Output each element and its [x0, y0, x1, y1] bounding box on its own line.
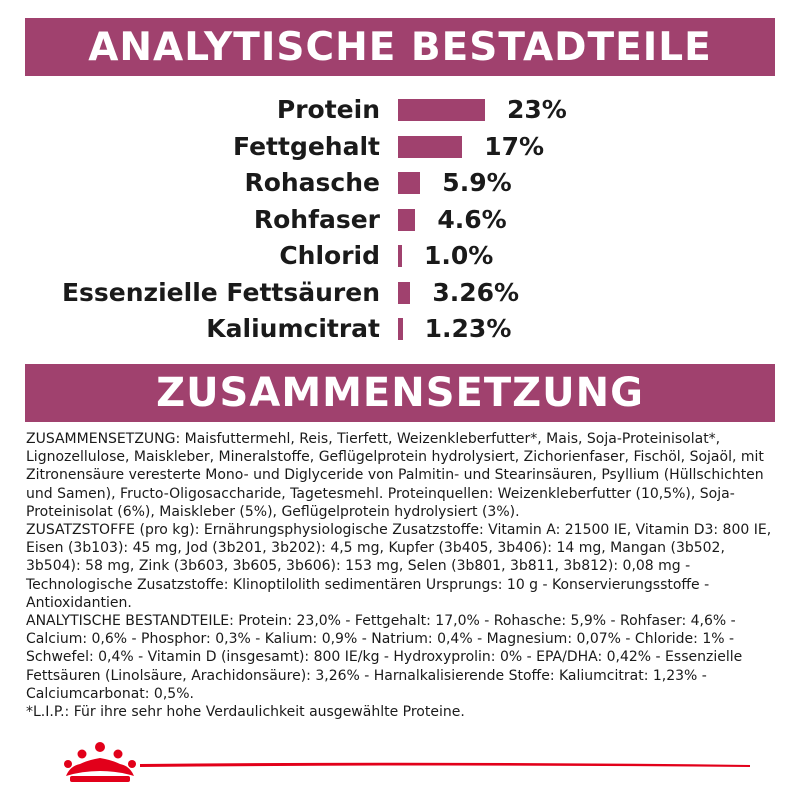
composition-paragraph-ingredients: ZUSAMMENSETZUNG: Maisfuttermehl, Reis, Tierfett, Weizenkleberfutter*, Mais, Soja-Proteinisolat*, Lignozellulose, Maiskleber, Mineralstoffe, Geflügelprotein hydrolysiert, Zichorienfaser, Fischöl, Sojaöl, mit Zitronensäure veresterte Mono- und Diglyceride von Palmitin- und Stearinsäuren, Psyllium (Hüllschichten und Samen), Fructo-Oligosaccharide, Tagetesmehl. Proteinquellen: Weizenkleberfutter (10,5%), Soja-Proteinisolat (6%), Maiskleber (5%), Geflügelprotein hydrolysiert (3%). — [26, 431, 764, 520]
analysis-row — [0, 202, 800, 238]
analysis-row-bar — [398, 209, 415, 231]
analysis-title-banner — [25, 18, 775, 76]
analysis-title: ANALYTISCHE BESTADTEILE — [88, 24, 712, 70]
analysis-row — [0, 129, 800, 165]
analysis-row-value: 1.23% — [424, 314, 512, 343]
composition-title-banner — [25, 364, 775, 422]
analysis-row-value: 5.9% — [442, 168, 512, 197]
analysis-row-value: 17% — [484, 131, 545, 161]
analysis-row-label: Rohfaser — [253, 204, 380, 234]
composition-paragraph-additives: ZUSATZSTOFFE (pro kg): Ernährungsphysiologische Zusatzstoffe: Vitamin A: 21500 IE, Vitamin D3: 800 IE, Eisen (3b103): 45 mg, Jod (3b201, 3b202): 4,5 mg, Kupfer (3b405, 3b406): 14 mg, Mangan (3b502, 3b504): 58 mg, Zink (3b603, 3b605, 3b606): 153 mg, Selen (3b801, 3b811, 3b812): 0,08 mg - Technologische Zusatzstoffe: Klinoptilolith sedimentären Ursprungs: 10 g - Konservierungsstoffe - Antioxidantien. — [26, 522, 772, 611]
analysis-row-bar — [398, 282, 410, 304]
analysis-row-bar — [398, 245, 402, 267]
analysis-row-value: 23% — [506, 95, 567, 124]
analysis-row — [0, 165, 800, 201]
analysis-row — [0, 238, 800, 274]
analysis-row-bar — [398, 172, 420, 194]
analysis-row-bar — [398, 318, 403, 340]
analysis-row-label: Chlorid — [279, 241, 380, 270]
analysis-row-label: Protein — [276, 95, 380, 124]
composition-text — [26, 430, 776, 721]
analysis-row-value: 1.0% — [424, 241, 494, 270]
composition-paragraph-footnote: *L.I.P.: Für ihre sehr hohe Verdaulichkeit ausgewählte Proteine. — [26, 704, 465, 721]
analysis-row-label: Kaliumcitrat — [206, 314, 380, 343]
analysis-row — [0, 92, 800, 128]
analysis-row-label: Fettgehalt — [233, 131, 380, 161]
analysis-row-label: Rohasche — [244, 168, 380, 197]
analysis-row — [0, 275, 800, 311]
analysis-row-label: Essenzielle Fettsäuren — [61, 277, 380, 307]
analysis-row — [0, 311, 800, 347]
composition-title: ZUSAMMENSETZUNG — [156, 370, 644, 416]
crown-icon — [60, 740, 140, 784]
footer-line — [140, 759, 750, 767]
composition-paragraph-analytical: ANALYTISCHE BESTANDTEILE: Protein: 23,0% - Fettgehalt: 17,0% - Rohasche: 5,9% - Rohfaser: 4,6% - Calcium: 0,6% - Phosphor: 0,3% - Kalium: 0,9% - Natrium: 0,4% - Magnesium: 0,07% - Chloride: 1% - Schwefel: 0,4% - Vitamin D (insgesamt): 800 IE/kg - Hydroxyprolin: 0% - EPA/DHA: 0,42% - Essenzielle Fettsäuren (Linolsäure, Arachidonsäure): 3,26% - Harnalkalisierende Stoffe: Kaliumcitrat: 1,23% - Calciumcarbonat: 0,5%. — [26, 613, 743, 702]
footer — [0, 740, 800, 800]
analysis-row-bar — [398, 136, 462, 158]
analysis-row-bar — [398, 99, 485, 121]
analysis-row-value: 4.6% — [437, 204, 507, 234]
analysis-row-value: 3.26% — [432, 277, 520, 307]
